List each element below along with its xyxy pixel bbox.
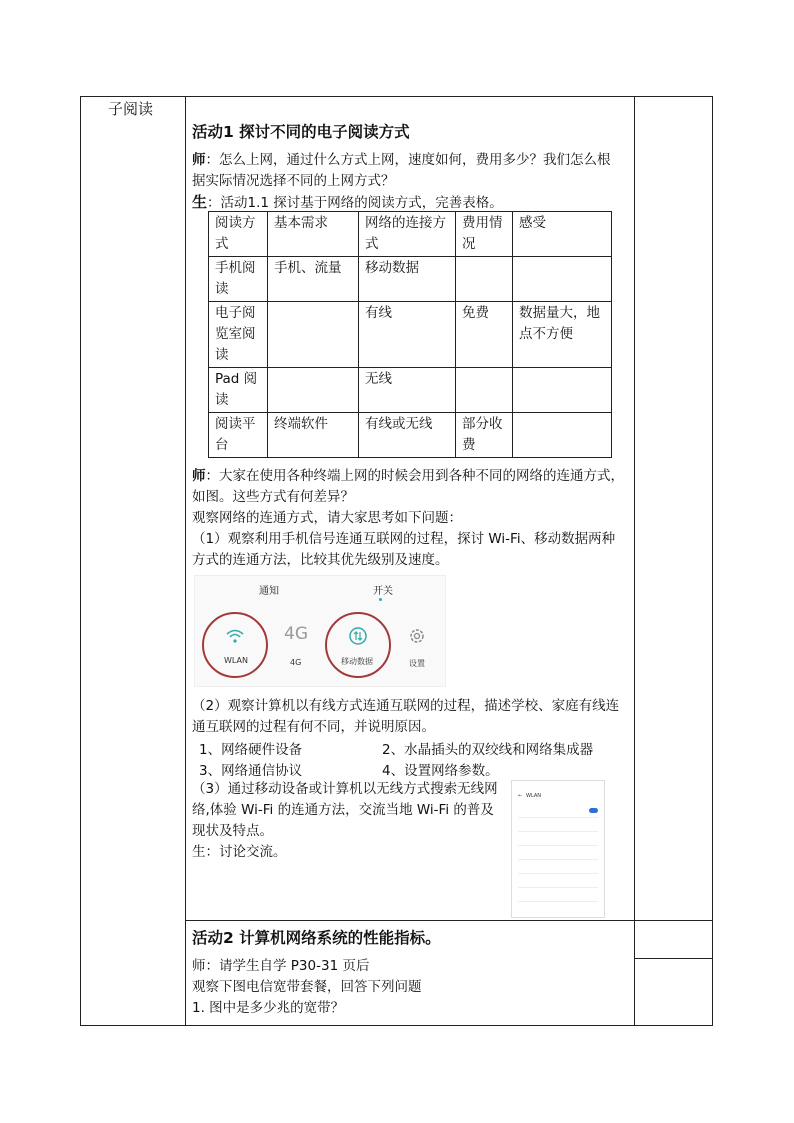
activity1-title: 活动1 探讨不同的电子阅读方式 bbox=[192, 123, 410, 141]
table-cell: 手机、流量 bbox=[268, 257, 359, 302]
table-row bbox=[209, 257, 612, 302]
back-arrow-icon: ← bbox=[518, 793, 523, 799]
teacher-intro: 师：大家在使用各种终端上网的时候会用到各种不同的网络的连通方式， 如图。这些方式有何差异？ 观察网络的连通方式，请大家思考如下问题： （1）观察利用手机信号连通互联网的过程，探讨 Wi-Fi、移动数据两种 方式的连通方法，比较其优先级别及速度。 bbox=[192, 468, 624, 568]
table-cell: 阅读方式 bbox=[209, 212, 268, 257]
wlan-settings-image bbox=[511, 780, 605, 918]
list-item: 2、水晶插头的双绞线和网络集成器 bbox=[382, 742, 594, 758]
column-divider-left bbox=[185, 96, 186, 1026]
list-item: 1、网络硬件设备 bbox=[199, 742, 303, 758]
tab-switch: 开关 bbox=[373, 586, 393, 597]
phone-quick-settings-image bbox=[194, 575, 446, 687]
student-task: 生：活动1.1 探讨基于网络的阅读方式，完善表格。 bbox=[192, 193, 503, 211]
list-item: 4、设置网络参数。 bbox=[382, 763, 499, 779]
table-cell: 免费 bbox=[456, 302, 513, 368]
table-cell: 感受 bbox=[513, 212, 612, 257]
table-row bbox=[209, 413, 612, 458]
question-3: （3）通过移动设备或计算机以无线方式搜索无线网 络,体验 Wi-Fi 的连通方法，交流当地 Wi-Fi 的普及 现状及特点。 生：讨论交流。 bbox=[192, 781, 498, 860]
table-cell: 阅读平台 bbox=[209, 413, 268, 458]
table-row bbox=[209, 368, 612, 413]
wlan-toggle bbox=[202, 612, 268, 678]
table-cell bbox=[268, 368, 359, 413]
table-row bbox=[209, 302, 612, 368]
table-cell: 电子阅览室阅读 bbox=[209, 302, 268, 368]
wlan-switch bbox=[589, 808, 598, 813]
right-cell-divider bbox=[634, 958, 713, 959]
gear-icon bbox=[408, 627, 426, 645]
mobile-data-toggle bbox=[325, 612, 391, 678]
table-cell bbox=[513, 368, 612, 413]
table-cell: 数据量大，地点不方便 bbox=[513, 302, 612, 368]
settings-label: 设置 bbox=[409, 659, 425, 668]
question-2: （2）观察计算机以有线方式连通互联网的过程，描述学校、家庭有线连 通互联网的过程有何不同，并说明原因。 bbox=[192, 698, 620, 735]
table-cell bbox=[456, 368, 513, 413]
side-label: 子阅读 bbox=[108, 100, 154, 118]
wifi-icon bbox=[225, 628, 245, 644]
table-cell: 有线或无线 bbox=[359, 413, 456, 458]
network-row bbox=[518, 887, 598, 888]
network-row bbox=[518, 859, 598, 860]
wlan-screen-title: WLAN bbox=[526, 793, 542, 799]
table-cell: 移动数据 bbox=[359, 257, 456, 302]
table-cell: 终端软件 bbox=[268, 413, 359, 458]
activity2-title: 活动2 计算机网络系统的性能指标。 bbox=[192, 929, 441, 947]
column-divider-right bbox=[634, 96, 635, 1026]
network-row bbox=[518, 845, 598, 846]
4g-label: 4G bbox=[290, 658, 302, 667]
table-cell: 手机阅读 bbox=[209, 257, 268, 302]
tab-indicator bbox=[379, 598, 382, 601]
table-cell: 费用情况 bbox=[456, 212, 513, 257]
row-divider bbox=[185, 920, 713, 921]
list-item: 3、网络通信协议 bbox=[199, 763, 303, 779]
table-cell bbox=[513, 257, 612, 302]
reading-methods-table bbox=[208, 211, 612, 458]
network-row bbox=[518, 817, 598, 818]
table-cell: 有线 bbox=[359, 302, 456, 368]
table-cell bbox=[268, 302, 359, 368]
table-cell bbox=[456, 257, 513, 302]
network-row bbox=[518, 873, 598, 874]
wlan-label: WLAN bbox=[224, 656, 249, 665]
mobile-data-label: 移动数据 bbox=[341, 657, 373, 666]
tab-notify: 通知 bbox=[259, 586, 279, 597]
table-cell bbox=[513, 413, 612, 458]
activity2-body: 师：请学生自学 P30-31 页后 观察下图电信宽带套餐，回答下列问题 1. 图中是多少兆的宽带？ bbox=[192, 958, 422, 1016]
table-cell: 无线 bbox=[359, 368, 456, 413]
table-cell: 部分收费 bbox=[456, 413, 513, 458]
network-row bbox=[518, 831, 598, 832]
teacher-question: 师：怎么上网，通过什么方式上网，速度如何，费用多少？我们怎么根 据实际情况选择不同的上网方式？ bbox=[192, 152, 611, 189]
4g-icon: 4G bbox=[284, 624, 308, 644]
table-cell: 网络的连接方式 bbox=[359, 212, 456, 257]
table-row bbox=[209, 212, 612, 257]
table-cell: 基本需求 bbox=[268, 212, 359, 257]
table-cell: Pad 阅读 bbox=[209, 368, 268, 413]
network-row bbox=[518, 901, 598, 902]
mobile-data-icon bbox=[348, 626, 368, 646]
